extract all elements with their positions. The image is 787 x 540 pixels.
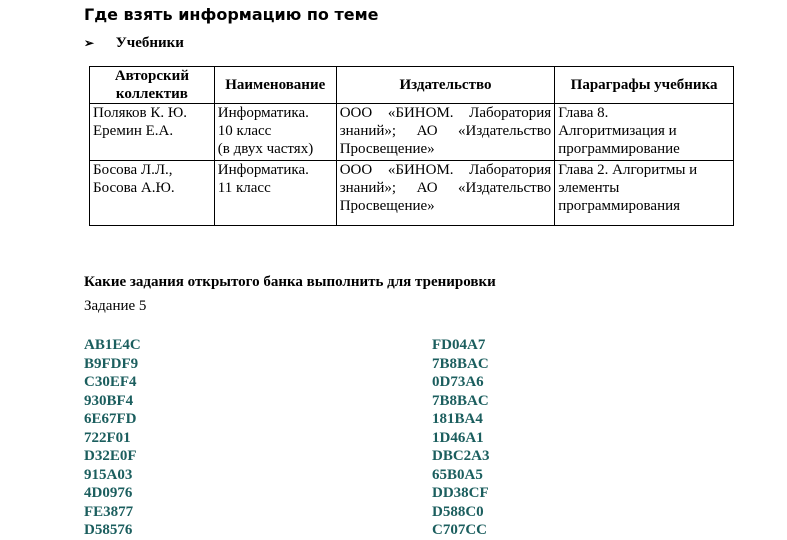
task-code: C30EF4	[84, 374, 137, 390]
arrow-bullet-icon: ➢	[84, 36, 95, 50]
header-chapters: Параграфы учебника	[555, 67, 734, 104]
task-code: 7B8BAC	[432, 355, 489, 372]
textbooks-bullet	[84, 35, 184, 52]
title-line: (в двух частях)	[217, 141, 314, 157]
chapter-line: программирования	[558, 198, 681, 214]
textbooks-label: Учебники	[115, 35, 184, 51]
page-heading: Где взять информацию по теме	[84, 5, 379, 24]
task-code: 722F01	[84, 429, 131, 446]
author-line: Поляков К. Ю.	[93, 105, 188, 121]
task-code: D32E0F	[84, 448, 137, 464]
task-code: D58576	[84, 522, 133, 538]
table-row	[90, 161, 734, 226]
author-line: Еремин Е.А.	[93, 123, 174, 139]
cell-authors	[90, 104, 215, 161]
task-code: 181BA4	[432, 411, 483, 427]
author-line: Босова Л.Л.,	[93, 162, 173, 178]
task-code: FE3877	[84, 503, 134, 520]
textbooks-table	[89, 66, 734, 226]
task-code: FD04A7	[432, 337, 486, 353]
cell-title	[214, 104, 336, 161]
task-code: D588C0	[432, 503, 484, 520]
author-line: Босова А.Ю.	[93, 180, 175, 196]
cell-publisher: ООО «БИНОМ. Лаборатория знаний»; АО «Издательство Просвещение»	[336, 161, 554, 226]
title-line: 11 класс	[217, 180, 271, 196]
cell-chapters	[555, 161, 734, 226]
chapter-line: Глава 8.	[558, 105, 609, 121]
codes-column-left	[84, 336, 141, 540]
cell-title	[214, 161, 336, 226]
cell-chapters	[555, 104, 734, 161]
task-code: C707CC	[432, 522, 487, 538]
task-code: DD38CF	[432, 485, 489, 501]
chapter-line: программирование	[558, 141, 680, 157]
task-code: 65B0A5	[432, 466, 483, 483]
table-header-row	[90, 67, 734, 104]
task-code: AB1E4C	[84, 337, 141, 353]
task-code: 4D0976	[84, 485, 133, 501]
table-row	[90, 104, 734, 161]
task-label: Задание 5	[84, 298, 147, 314]
title-line: 10 класс	[217, 123, 272, 139]
title-line: Информатика.	[217, 162, 309, 178]
task-code: 6E67FD	[84, 411, 137, 427]
cell-authors	[90, 161, 215, 226]
task-code: DBC2A3	[432, 448, 490, 464]
task-code: 915A03	[84, 466, 133, 483]
codes-column-right	[432, 336, 490, 540]
task-code: B9FDF9	[84, 355, 139, 372]
chapter-line: элементы	[558, 180, 620, 196]
task-code: 0D73A6	[432, 374, 484, 390]
task-code: 1D46A1	[432, 429, 484, 446]
cell-publisher: ООО «БИНОМ. Лаборатория знаний»; АО «Издательство Просвещение»	[336, 104, 554, 161]
header-authors: Авторский коллектив	[90, 67, 215, 104]
task-code: 7B8BAC	[432, 392, 489, 409]
title-line: Информатика.	[217, 105, 309, 121]
header-publisher: Издательство	[336, 67, 554, 104]
task-code: 930BF4	[84, 392, 134, 409]
training-heading: Какие задания открытого банка выполнить для тренировки	[84, 274, 496, 290]
header-title: Наименование	[214, 67, 336, 104]
chapter-line: Глава 2. Алгоритмы и	[558, 162, 698, 178]
chapter-line: Алгоритмизация и	[558, 123, 677, 139]
